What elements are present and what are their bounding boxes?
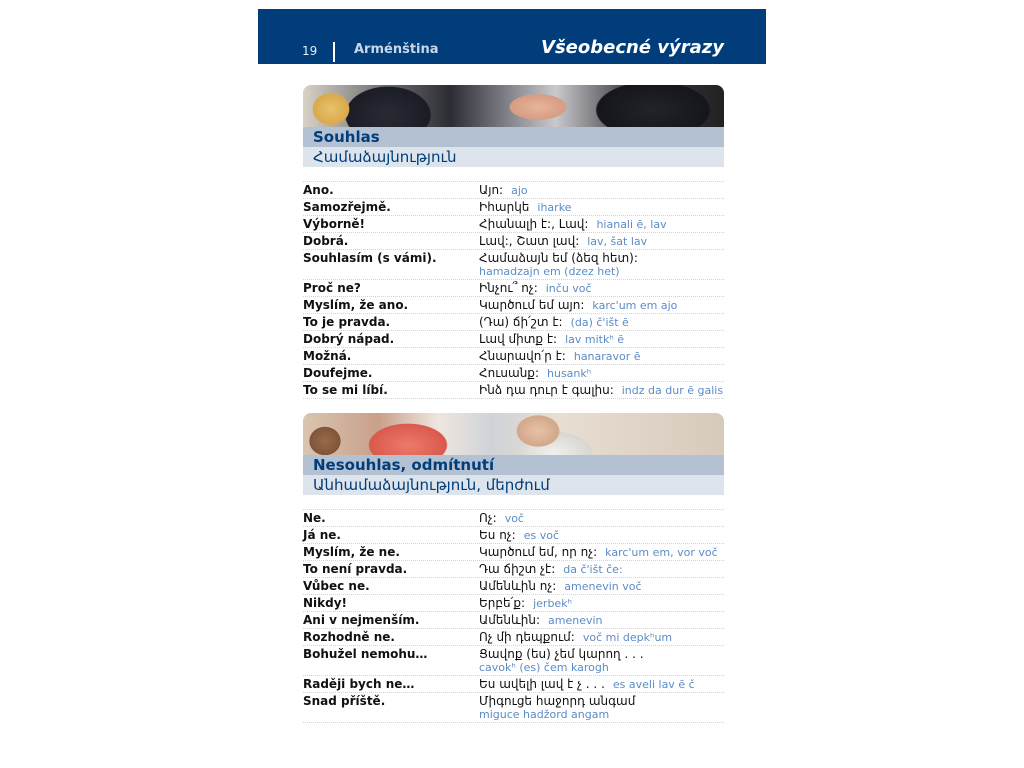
czech-phrase: Raději bych ne…	[303, 677, 415, 691]
czech-phrase: Rozhodně ne.	[303, 630, 395, 644]
transcription: hamadzajn em (dzez het)	[479, 265, 620, 278]
phrase-row	[303, 381, 724, 399]
phrase-row	[303, 628, 724, 645]
armenian-phrase: Կարծում եմ այո:	[479, 298, 585, 312]
phrase-row	[303, 249, 724, 279]
armenian-phrase: Միգուցե հաջորդ անգամ	[479, 694, 636, 708]
czech-phrase: Proč ne?	[303, 281, 361, 295]
transcription: hanaravor ē	[573, 350, 641, 363]
armenian-phrase: Ամենևին ոչ:	[479, 579, 557, 593]
armenian-phrase: Ամենևին:	[479, 613, 541, 627]
czech-phrase: Dobrá.	[303, 234, 349, 248]
czech-phrase: To se mi líbí.	[303, 383, 388, 397]
transcription: voč mi depkʰum	[582, 631, 673, 644]
phrase-row	[303, 232, 724, 249]
phrase-row	[303, 279, 724, 296]
armenian-phrase: Իհարկե	[479, 200, 530, 214]
phrase-row	[303, 560, 724, 577]
armenian-phrase: Լավ միտք է:	[479, 332, 558, 346]
czech-phrase: Snad příště.	[303, 694, 386, 708]
phrasebook-page	[258, 9, 766, 759]
armenian-phrase: Երբե՛ք:	[479, 596, 526, 610]
transcription: karc'um em ajo	[592, 299, 678, 312]
czech-phrase: Ne.	[303, 511, 326, 525]
czech-phrase: Vůbec ne.	[303, 579, 370, 593]
armenian-phrase: Ինչու՞ ոչ:	[479, 281, 538, 295]
phrase-row	[303, 296, 724, 313]
armenian-phrase: Ինձ դա դուր է գալիս:	[479, 383, 614, 397]
czech-phrase: Dobrý nápad.	[303, 332, 395, 346]
czech-phrase: Samozřejmě.	[303, 200, 391, 214]
section-heading: Všeobecné výrazy	[541, 37, 724, 58]
phrase-row	[303, 181, 724, 198]
armenian-phrase: Ես ավելի լավ է չ . . .	[479, 677, 605, 691]
czech-phrase: Doufejme.	[303, 366, 373, 380]
phrase-row	[303, 543, 724, 560]
phrase-row	[303, 198, 724, 215]
czech-phrase: Souhlasím (s vámi).	[303, 251, 437, 265]
phrase-row	[303, 526, 724, 543]
transcription: amenevin voč	[564, 580, 642, 593]
transcription: karc'um em, vor voč	[605, 546, 718, 559]
armenian-phrase: Հիանալի է:, Լավ:	[479, 217, 589, 231]
transcription: lav mitkʰ ē	[565, 333, 625, 346]
phrase-row	[303, 364, 724, 381]
armenian-phrase: Համաձայն եմ (ձեզ հետ):	[479, 251, 638, 265]
language-label: Arménština	[354, 42, 439, 57]
phrase-row	[303, 347, 724, 364]
office-photo	[303, 413, 724, 455]
phrase-row	[303, 594, 724, 611]
armenian-phrase: Ոչ:	[479, 511, 497, 525]
czech-phrase: To je pravda.	[303, 315, 391, 329]
transcription: es voč	[523, 529, 559, 542]
handshake-photo	[303, 85, 724, 127]
phrase-row	[303, 330, 724, 347]
section-title-disagreement: Nesouhlas, odmítnutí	[303, 455, 724, 475]
page-header	[258, 9, 766, 64]
czech-phrase: Ani v nejmenším.	[303, 613, 420, 627]
transcription: da č'išt če:	[563, 563, 623, 576]
armenian-phrase: Դա ճիշտ չէ:	[479, 562, 556, 576]
section-subtitle-disagreement: Անհամաձայնություն, մերժում	[303, 475, 724, 495]
transcription: es aveli lav ē č	[612, 678, 695, 691]
transcription: jerbekʰ	[533, 597, 573, 610]
header-divider	[333, 42, 335, 62]
transcription: voč	[504, 512, 524, 525]
czech-phrase: Já ne.	[303, 528, 341, 542]
transcription: iharke	[537, 201, 572, 214]
phrase-row	[303, 611, 724, 628]
czech-phrase: Nikdy!	[303, 596, 348, 610]
armenian-phrase: Կարծում եմ, որ ոչ:	[479, 545, 598, 559]
phrase-list-disagreement	[303, 509, 724, 723]
transcription: lav, šat lav	[587, 235, 648, 248]
transcription: hianali ē, lav	[596, 218, 667, 231]
armenian-phrase: Լավ:, Շատ լավ:	[479, 234, 580, 248]
transcription: indz da dur ē galis	[621, 384, 724, 397]
phrase-row	[303, 577, 724, 594]
armenian-phrase: Ցավոք (ես) չեմ կարող . . .	[479, 647, 644, 661]
armenian-phrase: (Դա) ճի՛շտ է:	[479, 315, 563, 329]
phrase-row	[303, 215, 724, 232]
transcription: cavokʰ (es) čem karogh	[479, 661, 609, 674]
armenian-phrase: Ոչ մի դեպքում:	[479, 630, 575, 644]
transcription: husankʰ	[547, 367, 592, 380]
phrase-row	[303, 692, 724, 723]
transcription: (da) č'išt ē	[570, 316, 629, 329]
armenian-phrase: Հնարավո՛ր է:	[479, 349, 566, 363]
phrase-row	[303, 675, 724, 692]
section-title-agreement: Souhlas	[303, 127, 724, 147]
armenian-phrase: Հուսանք:	[479, 366, 539, 380]
czech-phrase: Myslím, že ano.	[303, 298, 409, 312]
phrase-list-agreement	[303, 181, 724, 399]
czech-phrase: Myslím, že ne.	[303, 545, 400, 559]
transcription: miguce hadžord angam	[479, 708, 610, 721]
transcription: amenevin	[548, 614, 603, 627]
czech-phrase: To není pravda.	[303, 562, 408, 576]
czech-phrase: Možná.	[303, 349, 352, 363]
page-number: 19	[302, 44, 318, 58]
czech-phrase: Bohužel nemohu…	[303, 647, 428, 661]
armenian-phrase: Այո:	[479, 183, 504, 197]
phrase-row	[303, 509, 724, 526]
czech-phrase: Výborně!	[303, 217, 366, 231]
czech-phrase: Ano.	[303, 183, 334, 197]
transcription: ajo	[511, 184, 528, 197]
section-subtitle-agreement: Համաձայնություն	[303, 147, 724, 167]
transcription: inču voč	[545, 282, 592, 295]
armenian-phrase: Ես ոչ:	[479, 528, 516, 542]
phrase-row	[303, 313, 724, 330]
phrase-row	[303, 645, 724, 675]
